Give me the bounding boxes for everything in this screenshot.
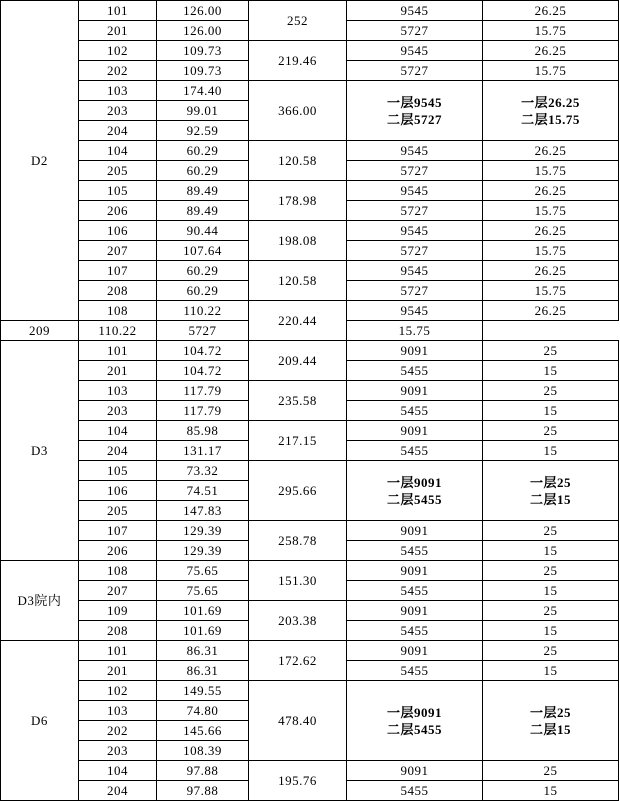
fee-total-cell [347,461,483,521]
area-sum-cell: 120.58 [249,141,347,181]
unit-number-cell: 101 [79,641,157,661]
fee-total-cell: 5727 [347,201,483,221]
area-cell: 110.22 [157,301,249,321]
unit-number-cell: 104 [79,141,157,161]
fee-total-cell: 9091 [347,381,483,401]
unit-number-cell: 205 [79,161,157,181]
area-sum-cell: 198.08 [249,221,347,261]
area-cell: 149.55 [157,681,249,701]
area-cell: 117.79 [157,401,249,421]
fee-total-cell: 5727 [347,281,483,301]
fee-total-cell: 9545 [347,301,483,321]
area-cell: 86.31 [157,661,249,681]
building-group-cell: D3 [1,341,79,561]
unit-number-cell: 207 [79,581,157,601]
area-cell: 60.29 [157,261,249,281]
fee-rate-line: 二层15.75 [521,111,580,127]
unit-number-cell: 207 [79,241,157,261]
fee-rate-cell: 25 [483,761,619,781]
fee-rate-line: 二层15 [529,491,571,507]
area-cell: 101.69 [157,601,249,621]
table-row [1,521,619,541]
unit-number-cell: 204 [79,781,157,801]
area-sum-cell: 172.62 [249,641,347,681]
table-row [1,761,619,781]
area-cell: 126.00 [157,1,249,21]
unit-number-cell: 201 [79,21,157,41]
unit-number-cell: 103 [79,381,157,401]
fee-total-cell: 5727 [347,21,483,41]
unit-number-cell: 206 [79,541,157,561]
area-cell: 109.73 [157,41,249,61]
area-cell: 75.65 [157,581,249,601]
fee-rate-cell: 15.75 [347,321,483,341]
unit-number-cell: 201 [79,361,157,381]
area-cell: 129.39 [157,541,249,561]
fee-rate-cell: 26.25 [483,1,619,21]
fee-rate-cell: 15 [483,621,619,641]
area-sum-cell: 120.58 [249,261,347,301]
area-cell: 99.01 [157,101,249,121]
fee-rate-cell: 26.25 [483,221,619,241]
fee-rate-cell: 15 [483,541,619,561]
fee-rate-cell: 25 [483,341,619,361]
unit-number-cell: 101 [79,1,157,21]
fee-rate-cell: 15 [483,661,619,681]
unit-number-cell: 105 [79,461,157,481]
area-sum-cell: 151.30 [249,561,347,601]
fee-rate-line: 一层26.25 [521,94,580,110]
fee-total-cell: 9091 [347,761,483,781]
table-body [1,1,619,801]
area-cell: 74.80 [157,701,249,721]
area-sum-cell: 366.00 [249,81,347,141]
fee-total-cell: 9545 [347,221,483,241]
area-cell: 104.72 [157,361,249,381]
fee-total-cell: 9545 [347,141,483,161]
fee-total-line: 二层5455 [386,491,442,507]
area-cell: 145.66 [157,721,249,741]
fee-rate-cell: 15 [483,401,619,421]
fee-total-line: 二层5727 [386,111,442,127]
table-row [1,221,619,241]
fee-total-cell: 5455 [347,781,483,801]
fee-total-cell: 9091 [347,521,483,541]
fee-rate-cell [483,461,619,521]
fee-rate-cell: 26.25 [483,261,619,281]
fee-total-cell: 9091 [347,561,483,581]
unit-number-cell: 109 [79,601,157,621]
area-cell: 126.00 [157,21,249,41]
area-sum-cell: 217.15 [249,421,347,461]
fee-rate-cell: 26.25 [483,41,619,61]
fee-rate-cell: 15 [483,581,619,601]
fee-rate-cell: 15 [483,441,619,461]
fee-total-cell: 9545 [347,1,483,21]
fee-rate-cell [483,681,619,761]
fee-rate-cell: 15 [483,361,619,381]
unit-number-cell: 203 [79,101,157,121]
table-row [1,421,619,441]
fee-total-cell: 5455 [347,621,483,641]
area-cell: 60.29 [157,281,249,301]
table-row [1,561,619,581]
area-cell: 101.69 [157,621,249,641]
area-cell: 131.17 [157,441,249,461]
unit-number-cell: 102 [79,41,157,61]
unit-number-cell: 105 [79,181,157,201]
area-sum-cell: 258.78 [249,521,347,561]
fee-rate-cell: 15.75 [483,241,619,261]
area-cell: 104.72 [157,341,249,361]
fee-total-cell: 5455 [347,661,483,681]
area-cell: 60.29 [157,141,249,161]
fee-rate-line: 一层25 [529,704,571,720]
building-group-cell: D6 [1,641,79,801]
area-cell: 85.98 [157,421,249,441]
unit-number-cell: 202 [79,721,157,741]
unit-number-cell: 208 [79,281,157,301]
fee-rate-cell: 26.25 [483,301,619,321]
fee-total-cell: 5455 [347,441,483,461]
area-sum-cell: 478.40 [249,681,347,761]
fee-total-cell: 9545 [347,41,483,61]
area-cell: 129.39 [157,521,249,541]
fee-total-cell [347,681,483,761]
table-row [1,461,619,481]
fee-rate-cell: 15.75 [483,281,619,301]
area-sum-cell: 178.98 [249,181,347,221]
area-cell: 109.73 [157,61,249,81]
table-row [1,341,619,361]
area-cell: 60.29 [157,161,249,181]
unit-number-cell: 103 [79,701,157,721]
area-cell: 107.64 [157,241,249,261]
fee-total-line: 二层5455 [386,721,442,737]
area-sum-cell: 220.44 [249,301,347,341]
fee-rate-cell: 15.75 [483,201,619,221]
unit-number-cell: 104 [79,421,157,441]
table-row [1,261,619,281]
building-group-cell: D3院内 [1,561,79,641]
area-sum-cell: 209.44 [249,341,347,381]
table-row [1,601,619,621]
fee-rate-line: 二层15 [529,721,571,737]
unit-number-cell: 108 [79,301,157,321]
unit-number-cell: 206 [79,201,157,221]
unit-number-cell: 201 [79,661,157,681]
building-group-cell: D2 [1,1,79,321]
table-row [1,301,619,321]
area-cell: 89.49 [157,201,249,221]
table-row [1,1,619,21]
area-cell: 147.83 [157,501,249,521]
area-cell: 89.49 [157,181,249,201]
fee-rate-line: 一层25 [529,474,571,490]
fee-total-cell: 9091 [347,421,483,441]
fee-total-cell: 5455 [347,581,483,601]
fee-total-cell: 5727 [347,241,483,261]
area-sum-cell: 295.66 [249,461,347,521]
area-sum-cell: 252 [249,1,347,41]
area-cell: 97.88 [157,761,249,781]
unit-number-cell: 101 [79,341,157,361]
unit-number-cell: 104 [79,761,157,781]
fee-rate-cell: 15.75 [483,161,619,181]
fee-rate-cell [483,81,619,141]
table-row [1,81,619,101]
unit-number-cell: 106 [79,221,157,241]
unit-number-cell: 209 [1,321,79,341]
unit-number-cell: 102 [79,681,157,701]
fee-total-cell: 9091 [347,641,483,661]
fee-total-cell: 5727 [157,321,249,341]
area-sum-cell: 235.58 [249,381,347,421]
fee-total-cell: 5455 [347,401,483,421]
fee-total-line: 一层9091 [386,474,442,490]
unit-number-cell: 202 [79,61,157,81]
fee-rate-cell: 26.25 [483,181,619,201]
fee-rate-cell: 15 [483,781,619,801]
fee-rate-cell: 25 [483,561,619,581]
unit-number-cell: 204 [79,121,157,141]
area-cell: 90.44 [157,221,249,241]
fee-total-cell: 9091 [347,601,483,621]
area-cell: 117.79 [157,381,249,401]
unit-number-cell: 107 [79,261,157,281]
table-row [1,681,619,701]
unit-number-cell: 205 [79,501,157,521]
fee-total-line: 一层9545 [386,94,442,110]
fee-total-cell [347,81,483,141]
area-cell: 74.51 [157,481,249,501]
fee-rate-cell: 15.75 [483,61,619,81]
unit-number-cell: 103 [79,81,157,101]
table-row [1,181,619,201]
unit-number-cell: 203 [79,401,157,421]
area-cell: 110.22 [79,321,157,341]
unit-number-cell: 108 [79,561,157,581]
area-cell: 73.32 [157,461,249,481]
table-row [1,41,619,61]
fee-rate-cell: 25 [483,521,619,541]
fee-rate-cell: 15.75 [483,21,619,41]
unit-number-cell: 107 [79,521,157,541]
unit-number-cell: 204 [79,441,157,461]
fee-total-line: 一层9091 [386,704,442,720]
area-cell: 86.31 [157,641,249,661]
area-cell: 97.88 [157,781,249,801]
fee-total-cell: 5727 [347,161,483,181]
fee-rate-cell: 25 [483,381,619,401]
area-cell: 108.39 [157,741,249,761]
table-row [1,381,619,401]
fee-total-cell: 9545 [347,181,483,201]
table-row [1,141,619,161]
fee-rate-cell: 26.25 [483,141,619,161]
fee-total-cell: 9545 [347,261,483,281]
table-row [1,641,619,661]
area-sum-cell: 195.76 [249,761,347,801]
area-cell: 92.59 [157,121,249,141]
fee-rate-cell: 25 [483,641,619,661]
fee-total-cell: 5455 [347,541,483,561]
area-cell: 75.65 [157,561,249,581]
unit-number-cell: 203 [79,741,157,761]
unit-number-cell: 106 [79,481,157,501]
area-cell: 174.40 [157,81,249,101]
fee-total-cell: 9091 [347,341,483,361]
fee-rate-cell: 25 [483,421,619,441]
area-sum-cell: 219.46 [249,41,347,81]
fee-total-cell: 5455 [347,361,483,381]
fee-total-cell: 5727 [347,61,483,81]
area-sum-cell: 203.38 [249,601,347,641]
fee-rate-cell: 25 [483,601,619,621]
unit-number-cell: 208 [79,621,157,641]
